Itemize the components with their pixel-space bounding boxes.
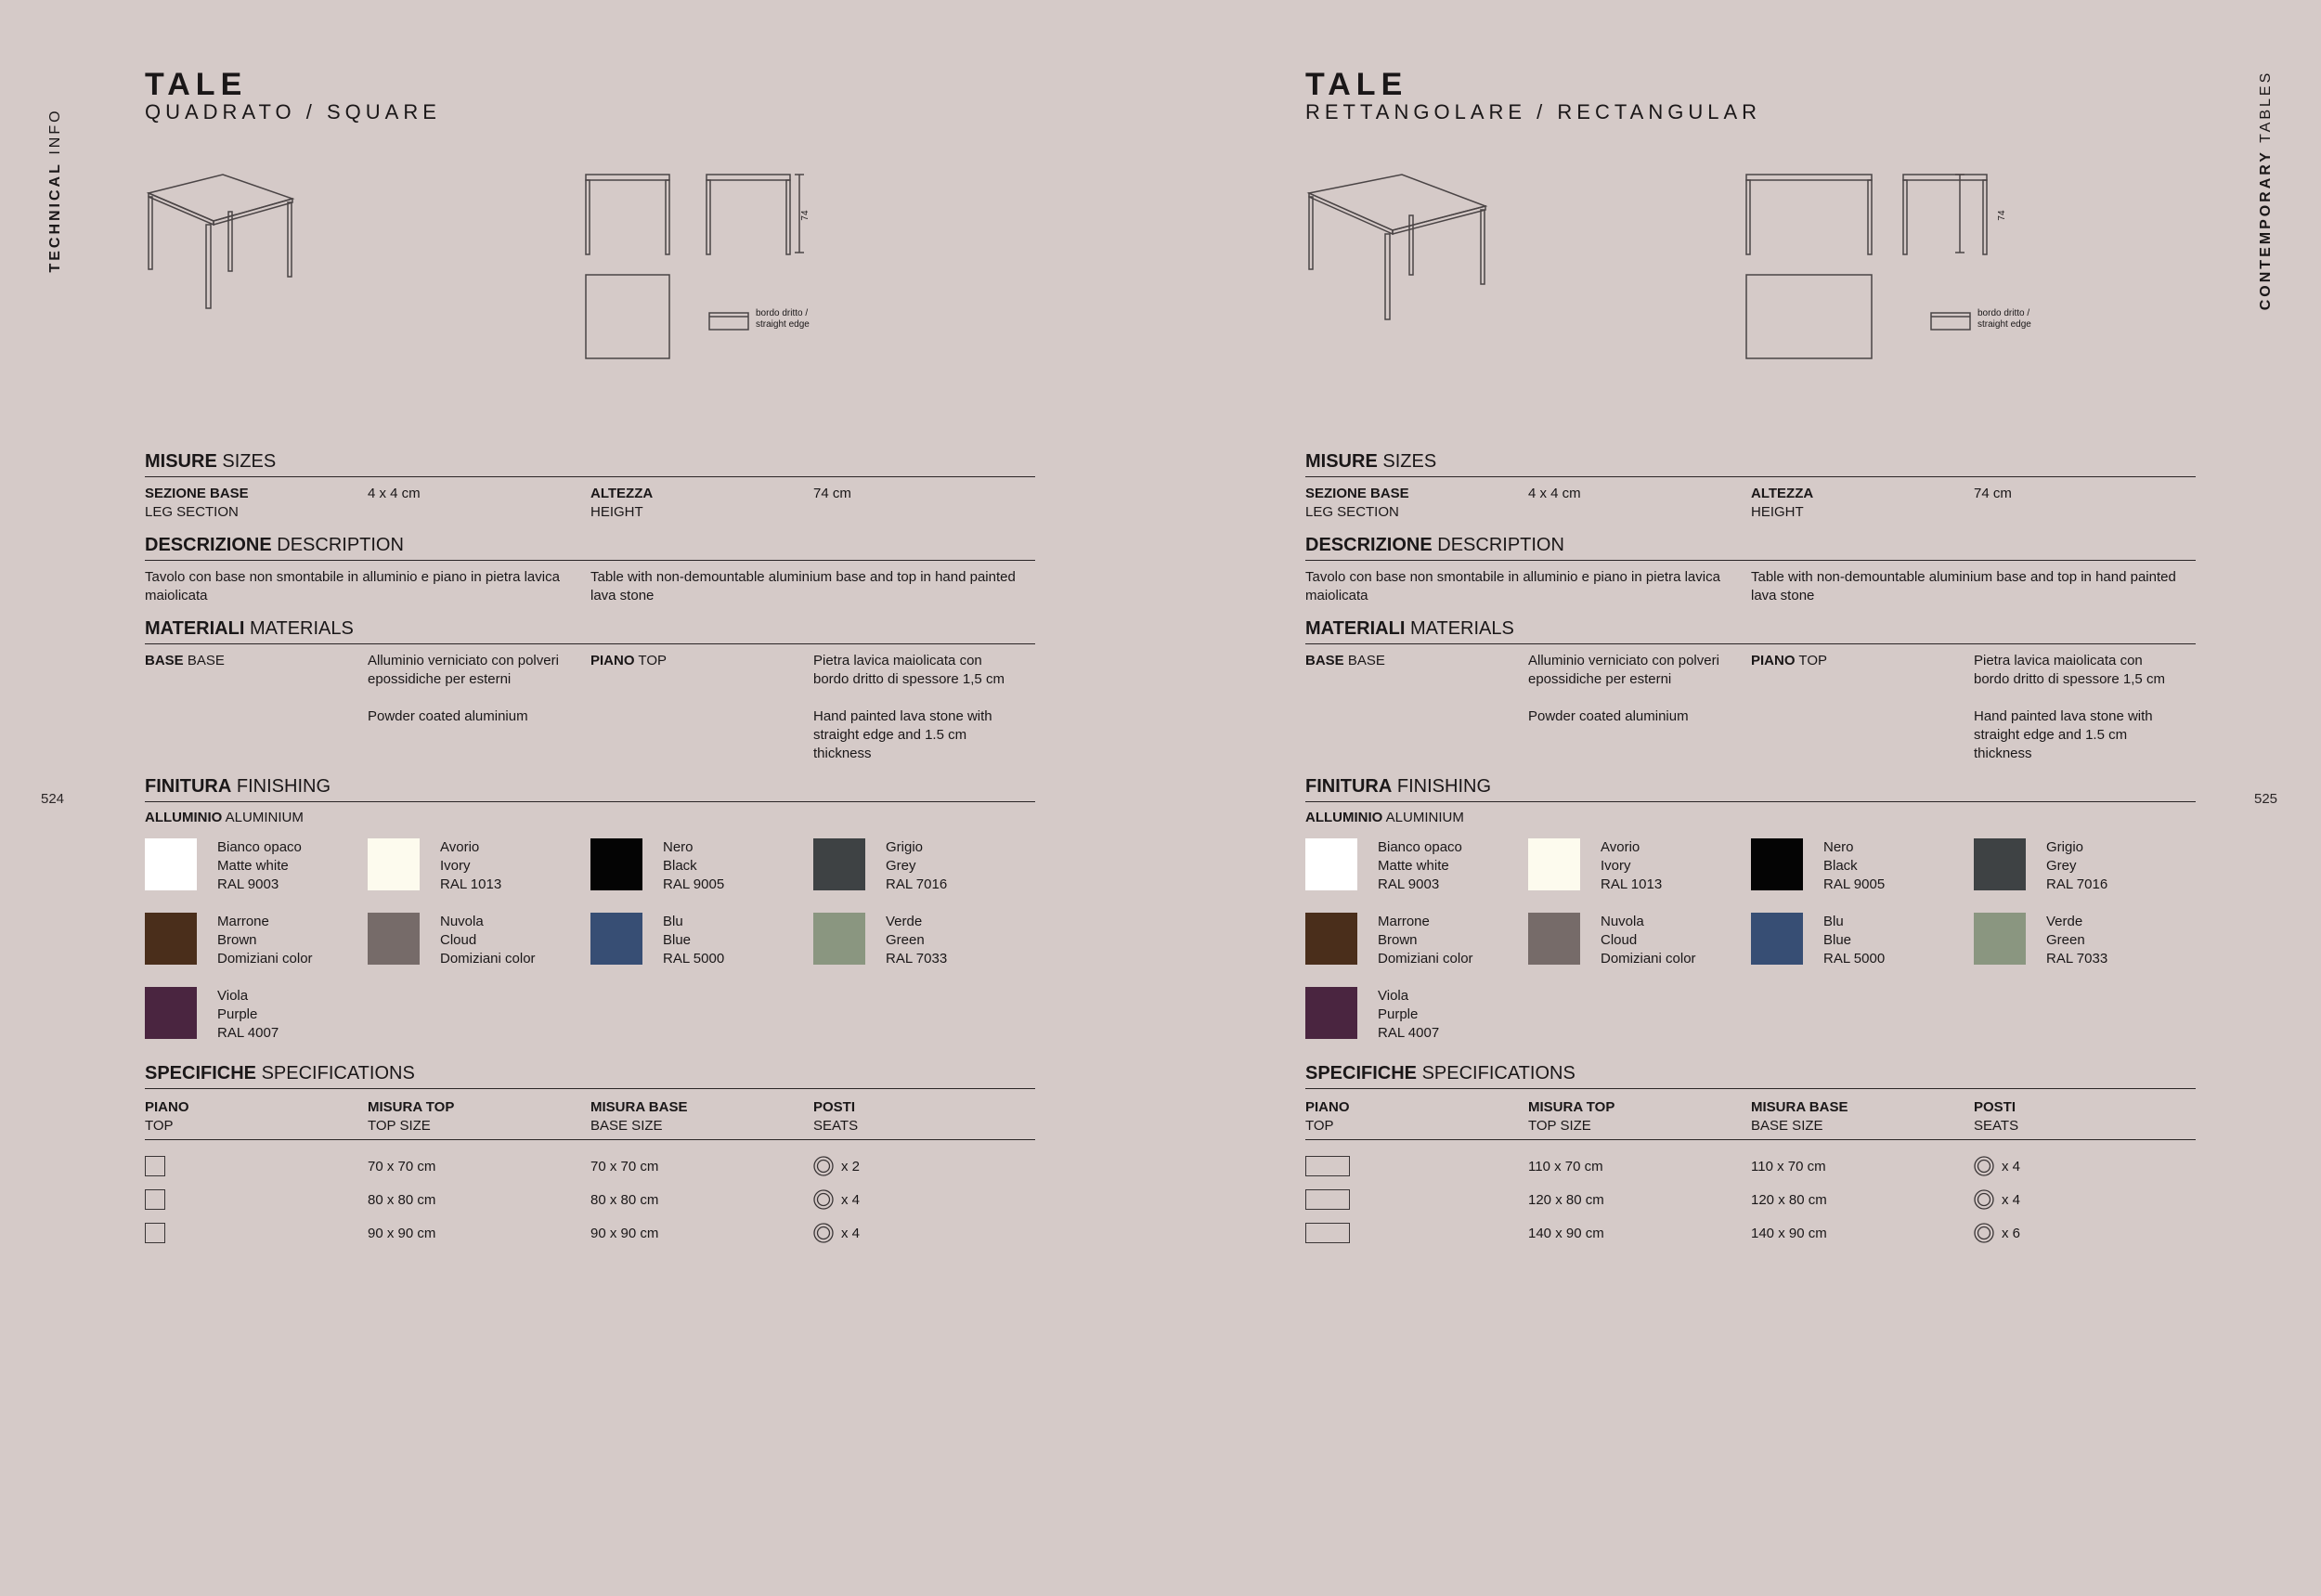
sizes-row: SEZIONE BASE LEG SECTION 4 x 4 cm ALTEZZA HEIGHT 74 cm bbox=[1305, 485, 2196, 522]
table-row bbox=[1305, 1183, 2196, 1216]
page-number-right: 525 bbox=[2254, 791, 2278, 807]
color-swatch-grid bbox=[145, 838, 1035, 1043]
base-size-cell: 70 x 70 cm bbox=[590, 1158, 659, 1174]
color-label: Blu Blue RAL 5000 bbox=[663, 914, 725, 967]
color-option bbox=[1974, 838, 2196, 894]
square-top-icon bbox=[145, 1156, 165, 1176]
table-side-elevation bbox=[1903, 175, 1987, 254]
edge-label-1: bordo dritto / bbox=[1977, 308, 2030, 318]
color-option bbox=[368, 838, 590, 894]
table-perspective-drawing bbox=[149, 175, 292, 308]
top-material-text: Pietra lavica maiolicata con bordo dritto di spessore 1,5 cm Hand painted lava stone with straight edge and 1.5 cm thickness bbox=[1974, 653, 2165, 761]
color-swatch-grid bbox=[1305, 838, 2196, 1043]
seat-circle-icon bbox=[1974, 1223, 1994, 1243]
spec-table-rows bbox=[1305, 1149, 2196, 1250]
color-option bbox=[145, 913, 368, 968]
table-row bbox=[145, 1216, 1035, 1250]
seats-cell: x 2 bbox=[813, 1156, 1035, 1176]
color-swatch bbox=[145, 838, 197, 890]
page-rectangular-table bbox=[1160, 0, 2321, 1596]
color-option bbox=[1751, 838, 1974, 894]
description-english: Table with non-demountable aluminium base and top in hand painted lava stone bbox=[1751, 569, 2176, 603]
height-value: 74 cm bbox=[1974, 486, 2012, 501]
color-option bbox=[1305, 838, 1528, 894]
color-swatch bbox=[1751, 913, 1803, 965]
color-swatch bbox=[1305, 838, 1357, 890]
edge-label-2: straight edge bbox=[756, 319, 810, 330]
seat-circle-icon bbox=[813, 1189, 834, 1210]
description-row bbox=[1305, 568, 2196, 605]
side-label-technical-info: TECHNICAL INFO bbox=[47, 108, 63, 273]
spec-content bbox=[1305, 451, 2196, 1250]
color-option bbox=[813, 913, 1035, 968]
table-row bbox=[145, 1183, 1035, 1216]
base-material-text: Alluminio verniciato con polveri epossidiche per esterni Powder coated aluminium bbox=[368, 653, 559, 724]
height-value: 74 cm bbox=[813, 486, 851, 501]
leg-section-label: SEZIONE BASE bbox=[1305, 486, 1409, 501]
color-swatch bbox=[1305, 913, 1357, 965]
seats-cell: x 4 bbox=[1974, 1156, 2196, 1176]
finishing-aluminium-subheading: ALLUMINIO ALUMINIUM bbox=[145, 810, 304, 825]
side-label-contemporary-tables: CONTEMPORARY TABLES bbox=[2258, 70, 2274, 311]
section-sizes-heading: MISURE SIZES bbox=[145, 451, 1035, 477]
color-option bbox=[813, 838, 1035, 894]
color-label: Marrone Brown Domiziani color bbox=[217, 914, 313, 967]
color-option bbox=[1305, 913, 1528, 968]
base-size-cell: 110 x 70 cm bbox=[1751, 1158, 1826, 1174]
seats-cell: x 4 bbox=[813, 1223, 1035, 1243]
color-option bbox=[1974, 913, 2196, 968]
color-swatch bbox=[590, 913, 642, 965]
top-size-cell: 90 x 90 cm bbox=[368, 1225, 436, 1241]
rectangle-top-icon bbox=[1305, 1223, 1350, 1243]
color-swatch bbox=[1974, 838, 2026, 890]
color-label: Marrone Brown Domiziani color bbox=[1378, 914, 1473, 967]
color-label: Avorio Ivory RAL 1013 bbox=[440, 839, 502, 892]
spec-table-header: PIANO TOP MISURA TOP TOP SIZE MISURA BASE BASE SIZE POSTI SEATS bbox=[1305, 1098, 2196, 1140]
section-description-heading: DESCRIZIONE DESCRIPTION bbox=[145, 535, 1035, 561]
base-size-cell: 90 x 90 cm bbox=[590, 1225, 659, 1241]
seat-circle-icon bbox=[1974, 1189, 1994, 1210]
color-swatch bbox=[1305, 987, 1357, 1039]
seats-cell: x 4 bbox=[1974, 1189, 2196, 1210]
color-option bbox=[1751, 913, 1974, 968]
section-materials-heading: MATERIALI MATERIALS bbox=[145, 618, 1035, 644]
seats-cell: x 6 bbox=[1974, 1223, 2196, 1243]
color-label: Viola Purple RAL 4007 bbox=[1378, 988, 1440, 1041]
section-finishing-heading: FINITURA FINISHING bbox=[1305, 776, 2196, 802]
leg-section-value: 4 x 4 cm bbox=[368, 486, 421, 501]
color-label: Viola Purple RAL 4007 bbox=[217, 988, 279, 1041]
color-label: Nuvola Cloud Domiziani color bbox=[440, 914, 536, 967]
finishing-aluminium-subheading: ALLUMINIO ALUMINIUM bbox=[1305, 810, 1464, 825]
table-row bbox=[145, 1149, 1035, 1183]
color-option bbox=[368, 913, 590, 968]
section-materials-heading: MATERIALI MATERIALS bbox=[1305, 618, 2196, 644]
spec-table-rows bbox=[145, 1149, 1035, 1250]
description-italian: Tavolo con base non smontabile in alluminio e piano in pietra lavica maiolicata bbox=[1305, 569, 1720, 603]
seat-circle-icon bbox=[813, 1156, 834, 1176]
section-sizes-heading: MISURE SIZES bbox=[1305, 451, 2196, 477]
seat-circle-icon bbox=[813, 1223, 834, 1243]
description-italian: Tavolo con base non smontabile in alluminio e piano in pietra lavica maiolicata bbox=[145, 569, 560, 603]
base-material-text: Alluminio verniciato con polveri epossidiche per esterni Powder coated aluminium bbox=[1528, 653, 1719, 724]
color-swatch bbox=[1751, 838, 1803, 890]
square-top-icon bbox=[145, 1223, 165, 1243]
product-title: TALE bbox=[145, 67, 248, 102]
top-material-text: Pietra lavica maiolicata con bordo dritto di spessore 1,5 cm Hand painted lava stone with straight edge and 1.5 cm thickness bbox=[813, 653, 1005, 761]
color-label: Bianco opaco Matte white RAL 9003 bbox=[217, 839, 302, 892]
color-label: Nuvola Cloud Domiziani color bbox=[1601, 914, 1696, 967]
color-swatch bbox=[1528, 913, 1580, 965]
page-number-left: 524 bbox=[41, 791, 65, 807]
base-size-cell: 80 x 80 cm bbox=[590, 1191, 659, 1208]
description-row bbox=[145, 568, 1035, 605]
color-label: Blu Blue RAL 5000 bbox=[1823, 914, 1886, 967]
table-plan-view bbox=[586, 275, 669, 358]
color-swatch bbox=[1974, 913, 2026, 965]
top-size-cell: 80 x 80 cm bbox=[368, 1191, 436, 1208]
table-front-elevation bbox=[586, 175, 669, 254]
height-dimension-label: 74 bbox=[800, 210, 810, 221]
section-specifications-heading: SPECIFICHE SPECIFICATIONS bbox=[145, 1063, 1035, 1089]
color-swatch bbox=[1528, 838, 1580, 890]
sizes-row: SEZIONE BASE LEG SECTION 4 x 4 cm ALTEZZA HEIGHT 74 cm bbox=[145, 485, 1035, 522]
color-option bbox=[1528, 838, 1751, 894]
color-label: Grigio Grey RAL 7016 bbox=[886, 839, 948, 892]
technical-drawings bbox=[1300, 167, 2031, 371]
table-front-elevation bbox=[1746, 175, 1872, 254]
color-swatch bbox=[368, 913, 420, 965]
base-size-cell: 140 x 90 cm bbox=[1751, 1225, 1827, 1241]
color-label: Bianco opaco Matte white RAL 9003 bbox=[1378, 839, 1462, 892]
spec-content bbox=[145, 451, 1035, 1250]
product-subtitle: QUADRATO / SQUARE bbox=[145, 100, 441, 123]
section-specifications-heading: SPECIFICHE SPECIFICATIONS bbox=[1305, 1063, 2196, 1089]
product-subtitle: RETTANGOLARE / RECTANGULAR bbox=[1305, 100, 1762, 123]
color-option bbox=[590, 913, 813, 968]
color-option bbox=[145, 987, 368, 1043]
top-size-cell: 120 x 80 cm bbox=[1528, 1191, 1604, 1208]
page-square-table bbox=[0, 0, 1160, 1596]
top-size-cell: 110 x 70 cm bbox=[1528, 1158, 1603, 1174]
materials-row: BASE BASE Alluminio verniciato con polveri epossidiche per esterni Powder coated aluminium PIANO TOP Pietra lavica maiolicata con bordo dritto di spessore 1,5 cm Hand painted lava stone with straight edge and 1.5 cm thickness bbox=[1305, 652, 2196, 763]
top-size-cell: 70 x 70 cm bbox=[368, 1158, 436, 1174]
table-side-elevation bbox=[707, 175, 804, 254]
table-row bbox=[1305, 1216, 2196, 1250]
product-title: TALE bbox=[1305, 67, 1408, 102]
top-size-cell: 140 x 90 cm bbox=[1528, 1225, 1604, 1241]
leg-section-label: SEZIONE BASE bbox=[145, 486, 249, 501]
technical-drawings bbox=[139, 167, 845, 371]
edge-label-2: straight edge bbox=[1977, 319, 2031, 330]
table-perspective-drawing bbox=[1309, 175, 1485, 319]
color-label: Verde Green RAL 7033 bbox=[2046, 914, 2108, 967]
section-description-heading: DESCRIZIONE DESCRIPTION bbox=[1305, 535, 2196, 561]
color-option bbox=[1528, 913, 1751, 968]
square-top-icon bbox=[145, 1189, 165, 1210]
color-option bbox=[145, 838, 368, 894]
color-option bbox=[1305, 987, 1528, 1043]
color-label: Grigio Grey RAL 7016 bbox=[2046, 839, 2108, 892]
height-label: ALTEZZA bbox=[1751, 486, 1814, 501]
section-finishing-heading: FINITURA FINISHING bbox=[145, 776, 1035, 802]
height-dimension-label: 74 bbox=[1997, 210, 2007, 221]
color-swatch bbox=[813, 913, 865, 965]
color-swatch bbox=[368, 838, 420, 890]
spec-table-header: PIANO TOP MISURA TOP TOP SIZE MISURA BASE BASE SIZE POSTI SEATS bbox=[145, 1098, 1035, 1140]
table-row bbox=[1305, 1149, 2196, 1183]
color-swatch bbox=[590, 838, 642, 890]
color-swatch bbox=[145, 987, 197, 1039]
edge-profile-icon bbox=[1931, 313, 1970, 330]
description-english: Table with non-demountable aluminium base and top in hand painted lava stone bbox=[590, 569, 1016, 603]
seats-cell: x 4 bbox=[813, 1189, 1035, 1210]
table-plan-view bbox=[1746, 275, 1872, 358]
color-label: Nero Black RAL 9005 bbox=[663, 839, 725, 892]
rectangle-top-icon bbox=[1305, 1156, 1350, 1176]
color-swatch bbox=[813, 838, 865, 890]
color-swatch bbox=[145, 913, 197, 965]
seat-circle-icon bbox=[1974, 1156, 1994, 1176]
color-option bbox=[590, 838, 813, 894]
height-label: ALTEZZA bbox=[590, 486, 654, 501]
leg-section-value: 4 x 4 cm bbox=[1528, 486, 1581, 501]
materials-row: BASE BASE Alluminio verniciato con polveri epossidiche per esterni Powder coated aluminium PIANO TOP Pietra lavica maiolicata con bordo dritto di spessore 1,5 cm Hand painted lava stone with straight edge and 1.5 cm thickness bbox=[145, 652, 1035, 763]
edge-label-1: bordo dritto / bbox=[756, 308, 809, 318]
color-label: Nero Black RAL 9005 bbox=[1823, 839, 1886, 892]
rectangle-top-icon bbox=[1305, 1189, 1350, 1210]
color-label: Verde Green RAL 7033 bbox=[886, 914, 948, 967]
edge-profile-icon bbox=[709, 313, 748, 330]
base-size-cell: 120 x 80 cm bbox=[1751, 1191, 1827, 1208]
color-label: Avorio Ivory RAL 1013 bbox=[1601, 839, 1663, 892]
